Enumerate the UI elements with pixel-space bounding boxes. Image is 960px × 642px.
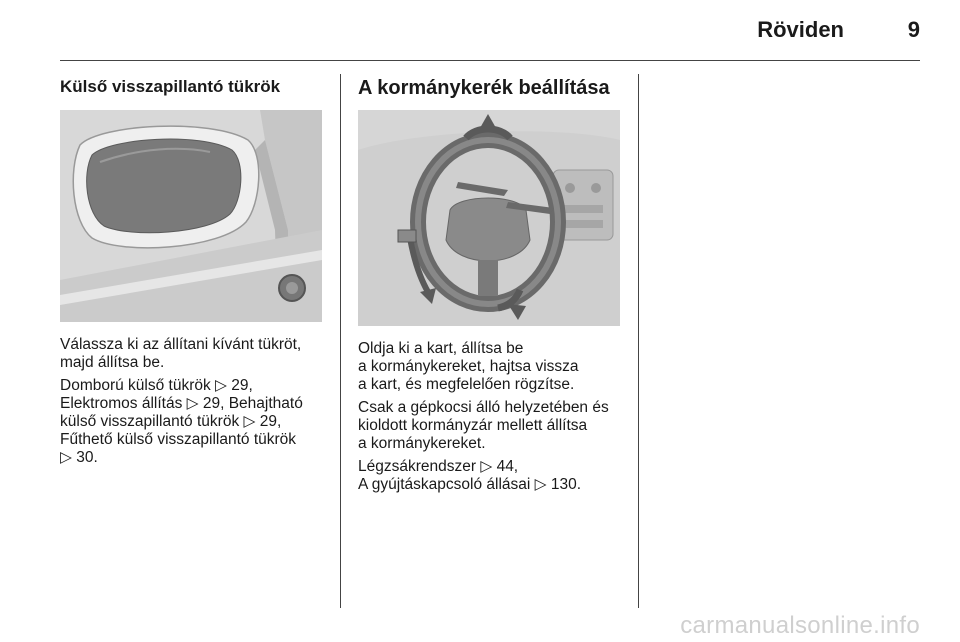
- section-exterior-mirrors: [60, 76, 326, 472]
- section-steering-wheel: [358, 76, 628, 499]
- header-rule: [60, 60, 920, 61]
- steering-paragraph-1: [358, 340, 628, 394]
- column-divider-right: [638, 74, 639, 608]
- ref-line: Légzsákrendszer ▷ 44,: [358, 458, 519, 475]
- page-header: [60, 0, 920, 62]
- text-line: majd állítsa be.: [60, 354, 165, 371]
- section-title-steering: A kormánykerék beállítása: [358, 77, 610, 99]
- text-line: Oldja ki a kart, állítsa be: [358, 340, 524, 357]
- steering-wheel-image: [358, 110, 620, 326]
- header-title: Röviden: [757, 17, 844, 42]
- ref-line: Domború külső tükrök ▷ 29,: [60, 377, 253, 394]
- section-title-mirrors: Külső visszapillantó tükrök: [60, 77, 281, 96]
- ref-line: Elektromos állítás ▷ 29, Behajtható: [60, 395, 303, 412]
- ref-line: A gyújtáskapcsoló állásai ▷ 130.: [358, 476, 582, 493]
- mirror-illustration: [60, 110, 322, 322]
- steering-references: [358, 458, 628, 494]
- mirror-paragraph-1: [60, 336, 326, 372]
- steering-illustration: [358, 110, 620, 326]
- mirror-references: [60, 377, 326, 467]
- text-line: Csak a gépkocsi álló helyzetében és: [358, 399, 609, 416]
- ref-line: Fűthető külső visszapillantó tükrök: [60, 431, 297, 448]
- side-mirror-image: [60, 110, 322, 322]
- text-line: kioldott kormányzár mellett állítsa: [358, 417, 588, 434]
- ref-line: külső visszapillantó tükrök ▷ 29,: [60, 413, 282, 430]
- text-line: a kormánykereket.: [358, 435, 486, 452]
- ref-line: ▷ 30.: [60, 449, 98, 466]
- text-line: a kart, és megfelelően rögzítse.: [358, 376, 575, 393]
- page-number: 9: [907, 17, 920, 42]
- steering-paragraph-2: [358, 399, 628, 453]
- column-divider-left: [340, 74, 341, 608]
- text-line: a kormánykereket, hajtsa vissza: [358, 358, 579, 375]
- watermark: carmanualsonline.info: [680, 612, 920, 639]
- text-line: Válassza ki az állítani kívánt tükröt,: [60, 336, 302, 353]
